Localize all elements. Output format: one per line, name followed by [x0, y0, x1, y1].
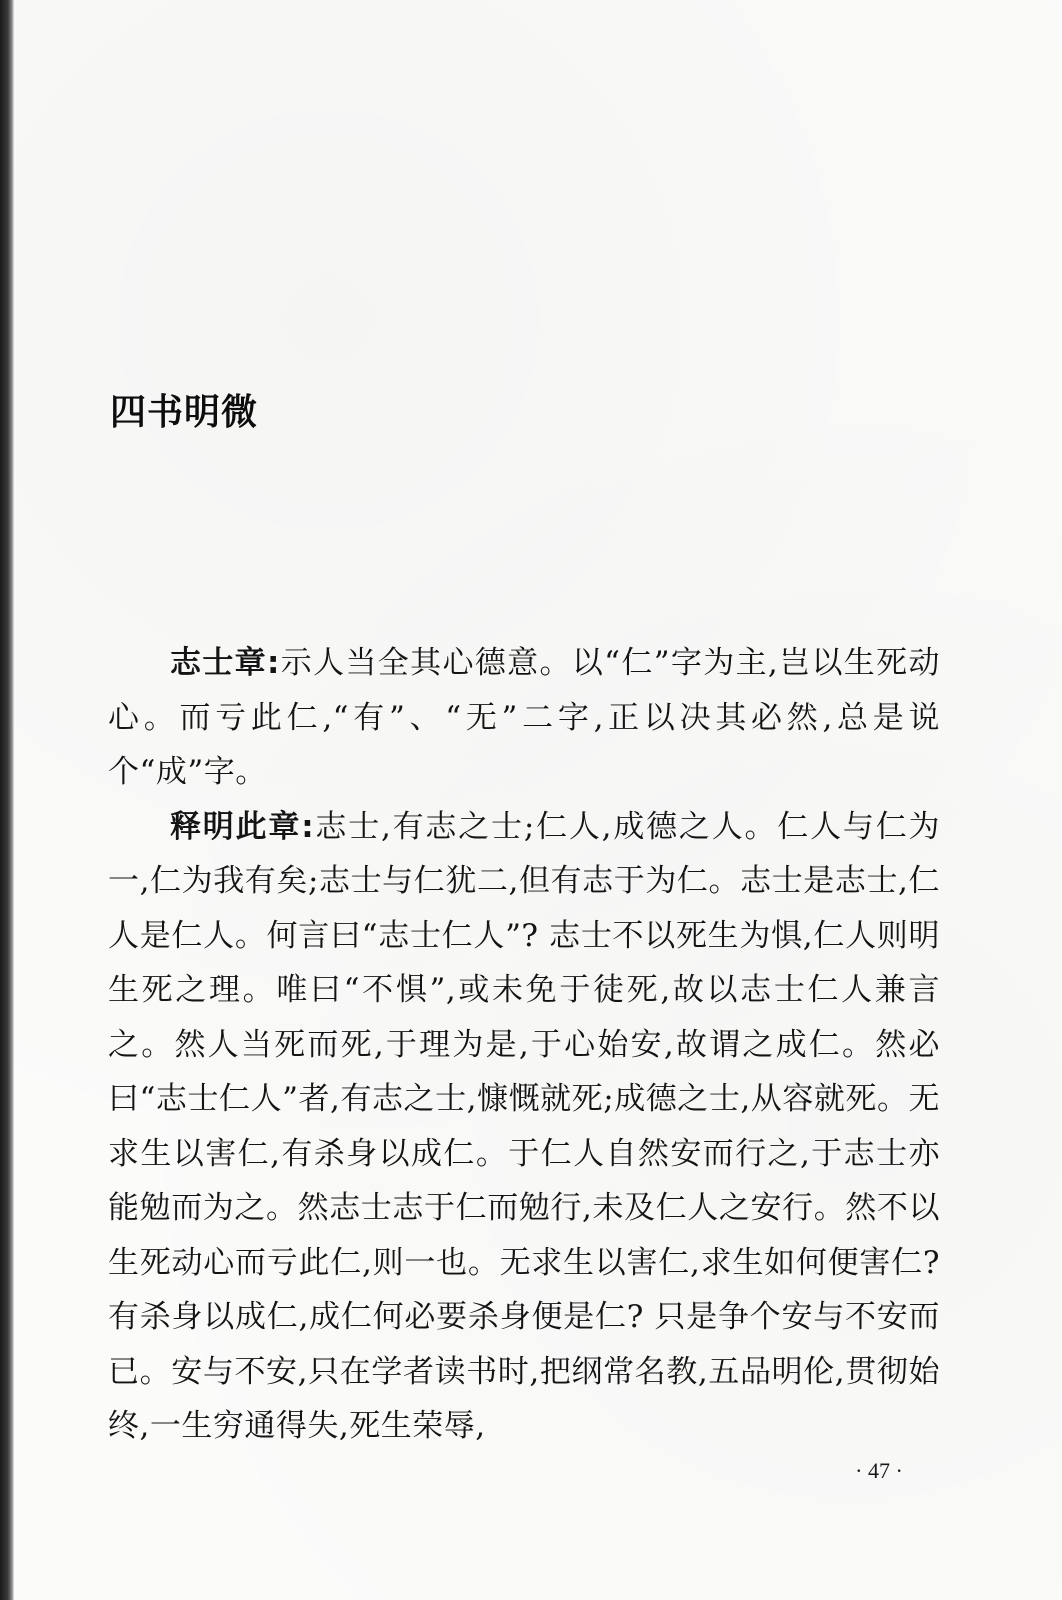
paragraph-lead: 释明此章:	[170, 808, 315, 845]
paragraph-text: 示人当全其心德意。以“仁”字为主,岂以生死动心。而亏此仁,“有”、“无”二字,正以决其必然,总是说个“成”字。	[108, 645, 940, 790]
book-page	[14, 0, 1062, 1600]
body-text	[108, 636, 940, 1454]
page-number: · 47 ·	[855, 1458, 903, 1483]
paragraph-zhishi-chapter	[108, 636, 940, 800]
book-title: 四书明微	[110, 391, 259, 433]
paragraph-text: 志士,有志之士;仁人,成德之人。仁人与仁为一,仁为我有矣;志士与仁犹二,但有志于为仁。志士是志士,仁人是仁人。何言曰“志士仁人”? 志士不以死生为惧,仁人则明生死之理。唯曰“不惧”,或未免于徒死,故以志士仁人兼言之。然人当死而死,于理为是,于心始安,故谓之成仁。然必曰“志士仁人”者,有志之士,慷慨就死;成德之士,从容就死。无求生以害仁,有杀身以成仁。于仁人自然安而行之,于志士亦能勉而为之。然志士志于仁而勉行,未及仁人之安行。然不以生死动心而亏此仁,则一也。无求生以害仁,求生如何便害仁? 有杀身以成仁,成仁何必要杀身便是仁? 只是争个安与不安而已。安与不安,只在学者读书时,把纲常名教,五品明伦,贯彻始终,一生穷通得失,死生荣辱,	[108, 808, 940, 1444]
book-spine-edge	[0, 0, 14, 1600]
paragraph-lead: 志士章:	[170, 645, 280, 681]
paragraph-explanation	[108, 800, 940, 1454]
